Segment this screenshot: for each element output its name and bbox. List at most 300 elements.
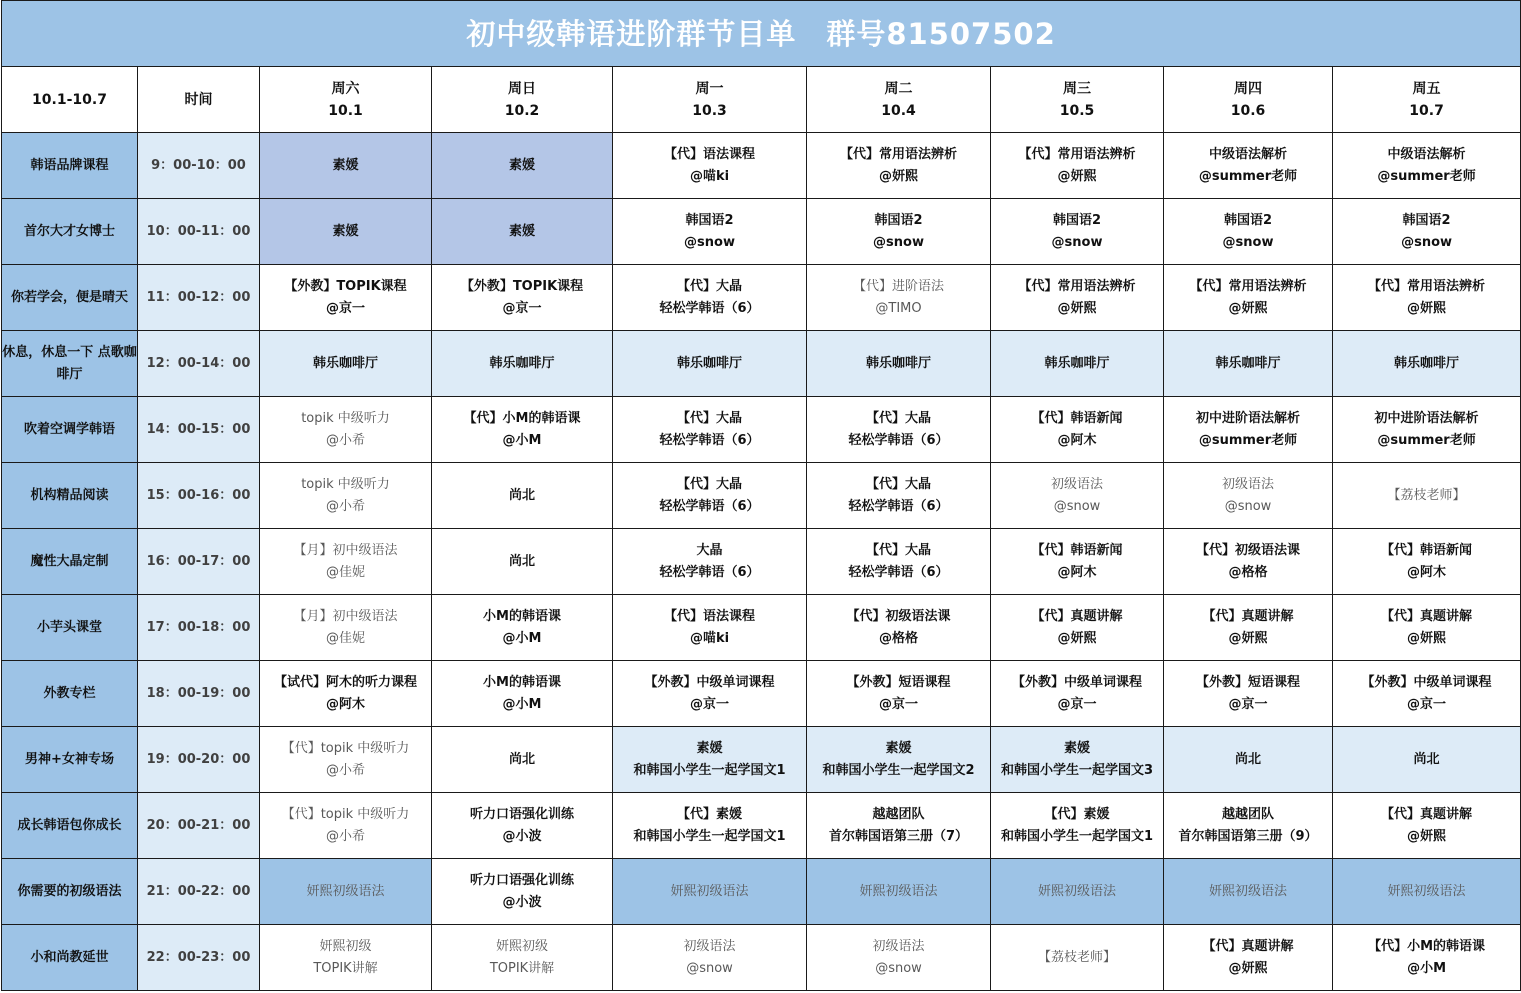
schedule-cell bbox=[260, 529, 432, 595]
schedule-cell bbox=[432, 397, 613, 463]
time-slot: 16：00-17：00 bbox=[138, 529, 260, 595]
table-row bbox=[2, 595, 1521, 661]
program-name: 你若学会，便是晴天 bbox=[2, 265, 138, 331]
course-title: 【代】大晶 bbox=[865, 476, 931, 492]
course-teacher: 和韩国小学生一起学国文3 bbox=[1000, 762, 1154, 778]
time-slot: 10：00-11：00 bbox=[138, 199, 260, 265]
schedule-cell bbox=[807, 265, 991, 331]
course-teacher: @小M bbox=[502, 432, 542, 448]
course-title: 【代】真题讲解 bbox=[1381, 608, 1473, 624]
course-teacher: @snow bbox=[875, 960, 922, 976]
course-teacher: @小希 bbox=[325, 498, 365, 514]
course-title: 【代】大晶 bbox=[676, 476, 742, 492]
header-row bbox=[2, 67, 1521, 133]
program-name: 小芋头课堂 bbox=[2, 595, 138, 661]
program-name: 休息，休息一下 点歌咖啡厅 bbox=[2, 331, 138, 397]
schedule-cell bbox=[991, 265, 1164, 331]
course-teacher: @佳妮 bbox=[325, 564, 365, 580]
course-teacher: @京一 bbox=[502, 300, 542, 316]
course-teacher: @喵ki bbox=[689, 168, 730, 184]
course-title: 【代】初级语法课 bbox=[1195, 542, 1300, 558]
schedule-cell bbox=[991, 793, 1164, 859]
program-name: 小和尚教延世 bbox=[2, 925, 138, 991]
table-row bbox=[2, 199, 1521, 265]
day-header-day: 周五 bbox=[1412, 80, 1441, 97]
course-title: 韩乐咖啡厅 bbox=[312, 355, 378, 371]
course-title: 韩乐咖啡厅 bbox=[865, 355, 931, 371]
schedule-cell bbox=[260, 661, 432, 727]
course-title: 【外教】中级单词课程 bbox=[1361, 674, 1492, 690]
course-title: 越越团队 bbox=[1221, 806, 1274, 822]
schedule-cell bbox=[260, 727, 432, 793]
course-title: 【代】常用语法辨析 bbox=[1189, 278, 1307, 294]
course-title: 妍熙初级语法 bbox=[859, 883, 938, 899]
course-title: 韩乐咖啡厅 bbox=[1044, 355, 1110, 371]
schedule-cell bbox=[432, 265, 613, 331]
course-teacher: @妍熙 bbox=[1228, 630, 1268, 646]
course-teacher: 轻松学韩语（6） bbox=[659, 300, 760, 316]
course-title: 尚北 bbox=[1413, 751, 1440, 767]
day-header-date: 10.7 bbox=[1409, 102, 1444, 119]
course-title: 妍熙初级 bbox=[495, 938, 548, 954]
course-title: 【代】小M的韩语课 bbox=[463, 410, 581, 426]
program-name: 首尔大才女博士 bbox=[2, 199, 138, 265]
course-title: 素媛 bbox=[332, 223, 359, 239]
course-title: 【代】常用语法辨析 bbox=[1368, 278, 1486, 294]
course-teacher: @喵ki bbox=[689, 630, 730, 646]
schedule-cell bbox=[991, 727, 1164, 793]
course-teacher: @snow bbox=[873, 234, 924, 250]
schedule-cell bbox=[432, 727, 613, 793]
course-teacher: @京一 bbox=[689, 696, 729, 712]
course-title: 韩乐咖啡厅 bbox=[1215, 355, 1281, 371]
course-teacher: @小希 bbox=[325, 828, 365, 844]
course-title: 韩国语2 bbox=[874, 212, 923, 228]
schedule-cell bbox=[613, 793, 807, 859]
table-row bbox=[2, 463, 1521, 529]
course-teacher: 轻松学韩语（6） bbox=[848, 432, 949, 448]
course-title: 大晶 bbox=[696, 542, 723, 558]
course-title: 素媛 bbox=[885, 740, 912, 756]
schedule-cell bbox=[991, 463, 1164, 529]
schedule-cell bbox=[1164, 265, 1333, 331]
course-title: 【代】常用语法辨析 bbox=[839, 146, 957, 162]
course-title: 韩国语2 bbox=[1052, 212, 1102, 228]
schedule-cell bbox=[807, 199, 991, 265]
day-header bbox=[991, 67, 1164, 133]
course-title: 尚北 bbox=[508, 751, 535, 767]
schedule-cell bbox=[432, 133, 613, 199]
schedule-cell bbox=[807, 925, 991, 991]
course-teacher: @妍熙 bbox=[1228, 960, 1268, 976]
course-teacher: @格格 bbox=[1228, 564, 1268, 580]
schedule-cell bbox=[1333, 265, 1521, 331]
course-title: 【代】大晶 bbox=[676, 278, 742, 294]
time-slot: 20：00-21：00 bbox=[138, 793, 260, 859]
course-teacher: @小波 bbox=[502, 894, 542, 910]
course-title: 【代】进阶语法 bbox=[852, 278, 944, 294]
day-header-date: 10.4 bbox=[881, 102, 916, 119]
course-title: 【代】素媛 bbox=[676, 806, 742, 822]
schedule-cell bbox=[1164, 595, 1333, 661]
course-teacher: @小M bbox=[502, 630, 542, 646]
day-header-day: 周日 bbox=[508, 80, 536, 97]
course-title: 中级语法解析 bbox=[1208, 146, 1287, 162]
course-title: 【荔枝老师】 bbox=[1037, 949, 1116, 965]
course-title: 【代】大晶 bbox=[865, 410, 931, 426]
day-header-date: 10.1 bbox=[328, 102, 363, 119]
schedule-cell bbox=[260, 265, 432, 331]
table-row bbox=[2, 661, 1521, 727]
course-teacher: @小M bbox=[1407, 960, 1447, 976]
course-title: 【试代】阿木的听力课程 bbox=[273, 674, 417, 690]
schedule-cell bbox=[613, 925, 807, 991]
schedule-cell bbox=[260, 397, 432, 463]
course-title: 初中进阶语法解析 bbox=[1374, 410, 1479, 426]
page-title: 初中级韩语进阶群节目单 群号81507502 bbox=[2, 1, 1521, 67]
schedule-cell bbox=[1333, 925, 1521, 991]
course-teacher: @佳妮 bbox=[325, 630, 365, 646]
schedule-cell bbox=[991, 397, 1164, 463]
course-teacher: @京一 bbox=[1057, 696, 1097, 712]
course-title: 中级语法解析 bbox=[1387, 146, 1466, 162]
day-header bbox=[613, 67, 807, 133]
course-title: 初中进阶语法解析 bbox=[1195, 410, 1300, 426]
course-title: 初级语法 bbox=[1221, 476, 1274, 492]
course-title: 【代】topik 中级听力 bbox=[281, 740, 410, 756]
course-teacher: @小M bbox=[502, 696, 542, 712]
schedule-cell bbox=[1333, 661, 1521, 727]
day-header-date: 10.3 bbox=[692, 102, 727, 119]
course-title: 韩乐咖啡厅 bbox=[676, 355, 742, 371]
course-title: 【外教】TOPIK课程 bbox=[284, 278, 407, 294]
course-teacher: @summer老师 bbox=[1377, 168, 1476, 184]
schedule-cell bbox=[613, 199, 807, 265]
table-row bbox=[2, 397, 1521, 463]
day-header-date: 10.5 bbox=[1059, 102, 1095, 119]
schedule-cell bbox=[613, 331, 807, 397]
course-title: 【月】初中级语法 bbox=[293, 542, 398, 558]
course-title: topik 中级听力 bbox=[301, 410, 390, 426]
course-teacher: @妍熙 bbox=[1057, 630, 1097, 646]
course-title: 听力口语强化训练 bbox=[469, 806, 574, 822]
course-teacher: @snow bbox=[1222, 234, 1274, 250]
course-title: 【代】常用语法辨析 bbox=[1018, 146, 1136, 162]
table-row bbox=[2, 265, 1521, 331]
schedule-cell bbox=[1164, 397, 1333, 463]
course-title: 【代】初级语法课 bbox=[846, 608, 951, 624]
schedule-cell bbox=[807, 793, 991, 859]
day-header-date: 10.2 bbox=[504, 102, 540, 119]
schedule-cell bbox=[1333, 727, 1521, 793]
course-title: topik 中级听力 bbox=[301, 476, 390, 492]
schedule-cell bbox=[991, 529, 1164, 595]
course-teacher: @格格 bbox=[878, 630, 918, 646]
course-teacher: 和韩国小学生一起学国文1 bbox=[633, 762, 786, 778]
course-teacher: @京一 bbox=[1407, 696, 1447, 712]
course-teacher: @阿木 bbox=[1407, 564, 1447, 580]
course-title: 【荔枝老师】 bbox=[1387, 487, 1466, 503]
course-title: 【月】初中级语法 bbox=[293, 608, 398, 624]
course-teacher: @TIMO bbox=[875, 300, 922, 316]
day-header bbox=[1333, 67, 1521, 133]
course-teacher: 首尔韩国语第三册（7） bbox=[828, 828, 969, 844]
course-teacher: 和韩国小学生一起学国文2 bbox=[822, 762, 975, 778]
time-slot: 14：00-15：00 bbox=[138, 397, 260, 463]
course-teacher: @阿木 bbox=[1057, 564, 1097, 580]
schedule-cell bbox=[432, 925, 613, 991]
course-teacher: TOPIK讲解 bbox=[313, 960, 378, 976]
course-teacher: @妍熙 bbox=[1407, 300, 1447, 316]
course-title: 【代】常用语法辨析 bbox=[1018, 278, 1136, 294]
schedule-cell bbox=[260, 133, 432, 199]
course-title: 素媛 bbox=[696, 740, 723, 756]
time-slot: 15：00-16：00 bbox=[138, 463, 260, 529]
course-title: 韩国语2 bbox=[1402, 212, 1451, 228]
course-teacher: 轻松学韩语（6） bbox=[659, 498, 760, 514]
course-teacher: 轻松学韩语（6） bbox=[848, 498, 949, 514]
schedule-cell bbox=[1164, 529, 1333, 595]
course-teacher: @阿木 bbox=[325, 696, 365, 712]
table-row bbox=[2, 793, 1521, 859]
course-title: 尚北 bbox=[1234, 751, 1261, 767]
day-header bbox=[807, 67, 991, 133]
program-name: 魔性大晶定制 bbox=[2, 529, 138, 595]
program-name: 成长韩语包你成长 bbox=[2, 793, 138, 859]
schedule-cell bbox=[991, 595, 1164, 661]
schedule-cell bbox=[432, 529, 613, 595]
program-name: 吹着空调学韩语 bbox=[2, 397, 138, 463]
course-title: 【代】大晶 bbox=[865, 542, 931, 558]
table-row bbox=[2, 133, 1521, 199]
schedule-cell bbox=[807, 595, 991, 661]
course-title: 初级语法 bbox=[683, 938, 736, 954]
course-teacher: @小希 bbox=[325, 432, 365, 448]
course-title: 越越团队 bbox=[872, 806, 925, 822]
date-range-header: 10.1-10.7 bbox=[2, 67, 138, 133]
time-slot: 9：00-10：00 bbox=[138, 133, 260, 199]
schedule-cell bbox=[613, 265, 807, 331]
schedule-cell bbox=[613, 595, 807, 661]
schedule-cell bbox=[613, 727, 807, 793]
schedule-cell bbox=[260, 331, 432, 397]
course-title: 【外教】中级单词课程 bbox=[644, 674, 775, 690]
course-teacher: @妍熙 bbox=[1228, 300, 1268, 316]
schedule-cell bbox=[432, 793, 613, 859]
table-row bbox=[2, 331, 1521, 397]
schedule-cell bbox=[432, 199, 613, 265]
course-title: 妍熙初级语法 bbox=[306, 883, 385, 899]
course-teacher: @妍熙 bbox=[1407, 630, 1447, 646]
time-slot: 22：00-23：00 bbox=[138, 925, 260, 991]
day-header-day: 周三 bbox=[1063, 80, 1091, 97]
course-title: 妍熙初级语法 bbox=[1208, 883, 1287, 899]
course-title: 【代】语法课程 bbox=[663, 146, 755, 162]
course-teacher: @snow bbox=[1053, 498, 1101, 514]
day-header-date: 10.6 bbox=[1230, 102, 1266, 119]
course-title: 初级语法 bbox=[1050, 476, 1103, 492]
course-title: 【代】素媛 bbox=[1044, 806, 1110, 822]
course-title: 韩国语2 bbox=[685, 212, 734, 228]
schedule-cell bbox=[1333, 463, 1521, 529]
course-title: 韩乐咖啡厅 bbox=[489, 355, 555, 371]
course-teacher: 轻松学韩语（6） bbox=[848, 564, 949, 580]
schedule-cell bbox=[807, 529, 991, 595]
course-teacher: @snow bbox=[684, 234, 735, 250]
course-title: 听力口语强化训练 bbox=[469, 872, 574, 888]
table-row bbox=[2, 529, 1521, 595]
schedule-cell bbox=[1333, 331, 1521, 397]
schedule-cell bbox=[1164, 727, 1333, 793]
title-row bbox=[2, 1, 1521, 67]
course-teacher: @小波 bbox=[502, 828, 542, 844]
table-row bbox=[2, 859, 1521, 925]
time-slot: 19：00-20：00 bbox=[138, 727, 260, 793]
course-title: 初级语法 bbox=[872, 938, 925, 954]
schedule-cell bbox=[260, 595, 432, 661]
schedule-cell bbox=[432, 463, 613, 529]
schedule-cell bbox=[1333, 529, 1521, 595]
schedule-cell bbox=[260, 793, 432, 859]
schedule-cell bbox=[432, 661, 613, 727]
schedule-cell bbox=[613, 463, 807, 529]
course-title: 【代】真题讲解 bbox=[1202, 938, 1294, 954]
course-teacher: @summer老师 bbox=[1198, 168, 1298, 184]
time-header: 时间 bbox=[138, 67, 260, 133]
schedule-cell bbox=[991, 133, 1164, 199]
course-teacher: 和韩国小学生一起学国文1 bbox=[1000, 828, 1154, 844]
course-teacher: TOPIK讲解 bbox=[489, 960, 555, 976]
schedule-cell bbox=[432, 859, 613, 925]
course-teacher: @妍熙 bbox=[1057, 300, 1097, 316]
course-title: 【外教】短语课程 bbox=[1195, 674, 1300, 690]
schedule-cell bbox=[613, 661, 807, 727]
course-title: 【代】语法课程 bbox=[663, 608, 755, 624]
schedule-cell bbox=[432, 595, 613, 661]
course-teacher: 首尔韩国语第三册（9） bbox=[1178, 828, 1318, 844]
time-slot: 11：00-12：00 bbox=[138, 265, 260, 331]
schedule-cell bbox=[807, 331, 991, 397]
program-name: 你需要的初级语法 bbox=[2, 859, 138, 925]
program-name: 男神+女神专场 bbox=[2, 727, 138, 793]
course-teacher: @summer老师 bbox=[1377, 432, 1476, 448]
course-title: 尚北 bbox=[508, 553, 535, 569]
table-row bbox=[2, 925, 1521, 991]
table-row bbox=[2, 727, 1521, 793]
course-title: 【代】大晶 bbox=[676, 410, 742, 426]
course-title: 【外教】中级单词课程 bbox=[1011, 674, 1142, 690]
schedule-table bbox=[1, 0, 1521, 991]
course-title: 【代】韩语新闻 bbox=[1031, 410, 1123, 426]
day-header bbox=[432, 67, 613, 133]
course-title: 韩乐咖啡厅 bbox=[1394, 355, 1460, 371]
schedule-cell bbox=[1333, 199, 1521, 265]
schedule-cell bbox=[991, 331, 1164, 397]
course-teacher: @京一 bbox=[1228, 696, 1268, 712]
schedule-cell bbox=[613, 859, 807, 925]
course-title: 妍熙初级语法 bbox=[1387, 883, 1466, 899]
course-title: 【代】真题讲解 bbox=[1202, 608, 1294, 624]
course-teacher: @京一 bbox=[878, 696, 918, 712]
schedule-cell bbox=[260, 463, 432, 529]
course-title: 妍熙初级语法 bbox=[670, 883, 749, 899]
course-title: 妍熙初级 bbox=[319, 938, 372, 954]
course-title: 【外教】TOPIK课程 bbox=[460, 278, 584, 294]
schedule-cell bbox=[1333, 793, 1521, 859]
course-title: 韩国语2 bbox=[1223, 212, 1273, 228]
time-slot: 17：00-18：00 bbox=[138, 595, 260, 661]
schedule-cell bbox=[991, 925, 1164, 991]
schedule-cell bbox=[1333, 595, 1521, 661]
schedule-cell bbox=[1164, 793, 1333, 859]
course-title: 尚北 bbox=[508, 487, 535, 503]
course-teacher: @小希 bbox=[325, 762, 365, 778]
course-teacher: @snow bbox=[686, 960, 733, 976]
time-slot: 21：00-22：00 bbox=[138, 859, 260, 925]
schedule-cell bbox=[1164, 133, 1333, 199]
course-teacher: 轻松学韩语（6） bbox=[659, 564, 760, 580]
schedule-cell bbox=[807, 133, 991, 199]
program-name: 外教专栏 bbox=[2, 661, 138, 727]
schedule-cell bbox=[807, 463, 991, 529]
time-slot: 18：00-19：00 bbox=[138, 661, 260, 727]
schedule-cell bbox=[807, 727, 991, 793]
time-slot: 12：00-14：00 bbox=[138, 331, 260, 397]
schedule-cell bbox=[991, 661, 1164, 727]
schedule-cell bbox=[1164, 925, 1333, 991]
course-title: 【代】topik 中级听力 bbox=[281, 806, 410, 822]
course-title: 【代】韩语新闻 bbox=[1381, 542, 1473, 558]
course-title: 妍熙初级语法 bbox=[1037, 883, 1116, 899]
program-name: 机构精品阅读 bbox=[2, 463, 138, 529]
program-name: 韩语品牌课程 bbox=[2, 133, 138, 199]
course-title: 素媛 bbox=[332, 157, 359, 173]
course-title: 【代】真题讲解 bbox=[1381, 806, 1473, 822]
schedule-cell bbox=[1333, 133, 1521, 199]
schedule-cell bbox=[1164, 661, 1333, 727]
schedule-cell bbox=[613, 529, 807, 595]
schedule-cell bbox=[1164, 463, 1333, 529]
schedule-cell bbox=[1333, 859, 1521, 925]
schedule-cell bbox=[613, 397, 807, 463]
course-teacher: 轻松学韩语（6） bbox=[659, 432, 760, 448]
course-title: 小M的韩语课 bbox=[483, 674, 561, 690]
schedule-cell bbox=[432, 331, 613, 397]
course-title: 【外教】短语课程 bbox=[846, 674, 951, 690]
course-teacher: @妍熙 bbox=[878, 168, 918, 184]
schedule-cell bbox=[1333, 397, 1521, 463]
day-header-day: 周四 bbox=[1234, 80, 1262, 97]
day-header-day: 周一 bbox=[695, 80, 724, 97]
course-teacher: @snow bbox=[1051, 234, 1103, 250]
course-teacher: @snow bbox=[1401, 234, 1453, 250]
schedule-cell bbox=[807, 397, 991, 463]
course-teacher: @妍熙 bbox=[1407, 828, 1447, 844]
day-header bbox=[260, 67, 432, 133]
course-teacher: @summer老师 bbox=[1198, 432, 1298, 448]
course-title: 素媛 bbox=[1063, 740, 1090, 756]
day-header-day: 周二 bbox=[884, 80, 913, 97]
course-title: 【代】小M的韩语课 bbox=[1368, 938, 1486, 954]
course-teacher: @snow bbox=[1224, 498, 1272, 514]
course-title: 【代】韩语新闻 bbox=[1031, 542, 1123, 558]
schedule-cell bbox=[991, 859, 1164, 925]
course-title: 【代】真题讲解 bbox=[1031, 608, 1123, 624]
course-title: 素媛 bbox=[508, 157, 535, 173]
schedule-cell bbox=[260, 199, 432, 265]
course-teacher: @阿木 bbox=[1057, 432, 1097, 448]
schedule-cell bbox=[260, 859, 432, 925]
